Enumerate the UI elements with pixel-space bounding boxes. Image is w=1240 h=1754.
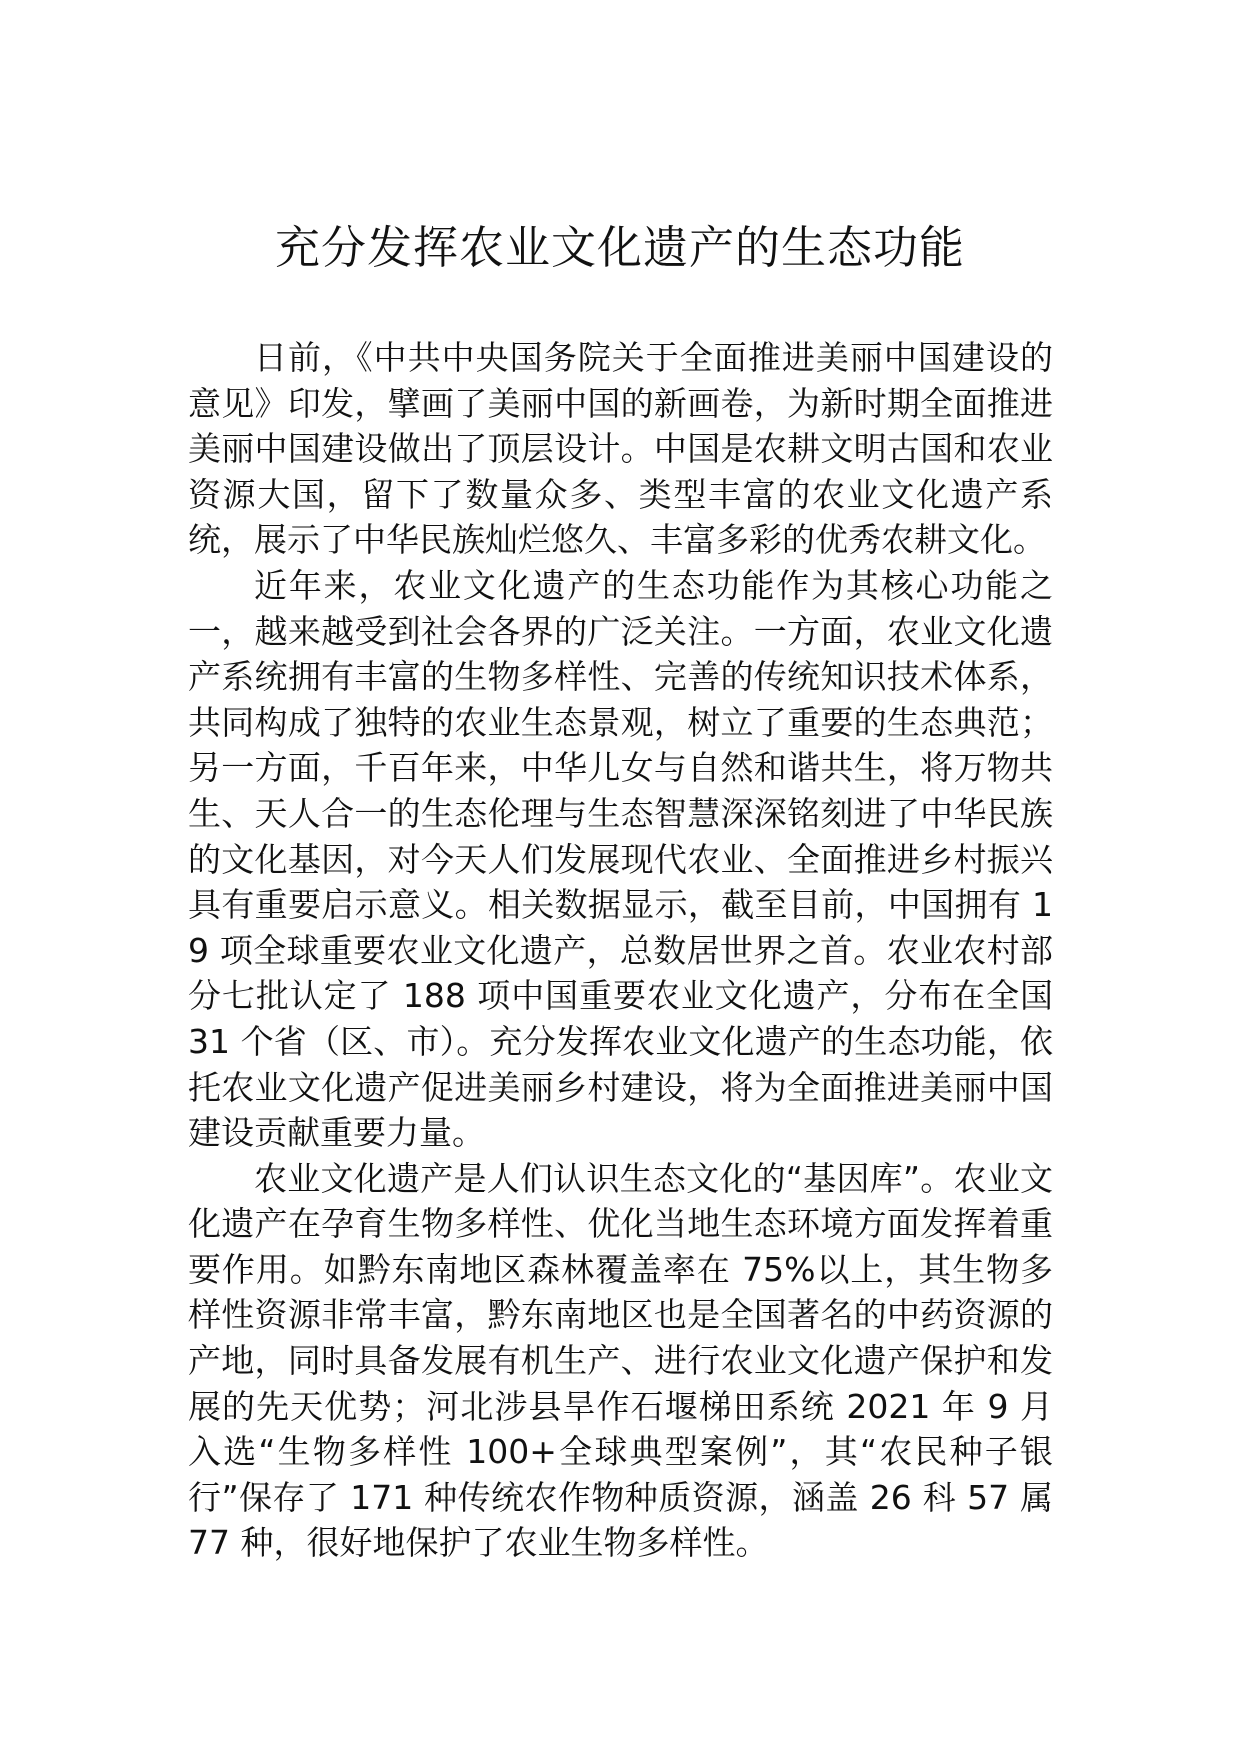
document-body <box>188 335 1053 1566</box>
paragraph-3: 农业文化遗产是人们认识生态文化的“基因库”。农业文化遗产在孕育生物多样性、优化当地生态环境方面发挥着重要作用。如黔东南地区森林覆盖率在 75%以上，其生物多样性资源非常丰富，黔东南地区也是全国著名的中药资源的产地，同时具备发展有机生产、进行农业文化遗产保护和发展的先天优势；河北涉县旱作石堰梯田系统 2021 年 9 月入选“生物多样性 100+全球典型案例”，其“农民种子银行”保存了 171 种传统农作物种质资源，涵盖 26 科 57 属 77 种，很好地保护了农业生物多样性。 <box>188 1158 1053 1563</box>
document-title: 充分发挥农业文化遗产的生态功能 <box>274 221 965 274</box>
paragraph-1: 日前，《中共中央国务院关于全面推进美丽中国建设的意见》印发，擘画了美丽中国的新画卷，为新时期全面推进美丽中国建设做出了顶层设计。中国是农耕文明古国和农业资源大国，留下了数量众多、类型丰富的农业文化遗产系统，展示了中华民族灿烂悠久、丰富多彩的优秀农耕文化。 <box>188 338 1053 560</box>
paragraph-2: 近年来，农业文化遗产的生态功能作为其核心功能之一，越来越受到社会各界的广泛关注。一方面，农业文化遗产系统拥有丰富的生物多样性、完善的传统知识技术体系，共同构成了独特的农业生态景观，树立了重要的生态典范；另一方面，千百年来，中华儿女与自然和谐共生，将万物共生、天人合一的生态伦理与生态智慧深深铭刻进了中华民族的文化基因，对今天人们发展现代农业、全面推进乡村振兴具有重要启示意义。相关数据显示，截至目前，中国拥有 19 项全球重要农业文化遗产，总数居世界之首。农业农村部分七批认定了 188 项中国重要农业文化遗产，分布在全国 31 个省（区、市）。充分发挥农业文化遗产的生态功能，依托农业文化遗产促进美丽乡村建设，将为全面推进美丽中国建设贡献重要力量。 <box>188 565 1053 1153</box>
